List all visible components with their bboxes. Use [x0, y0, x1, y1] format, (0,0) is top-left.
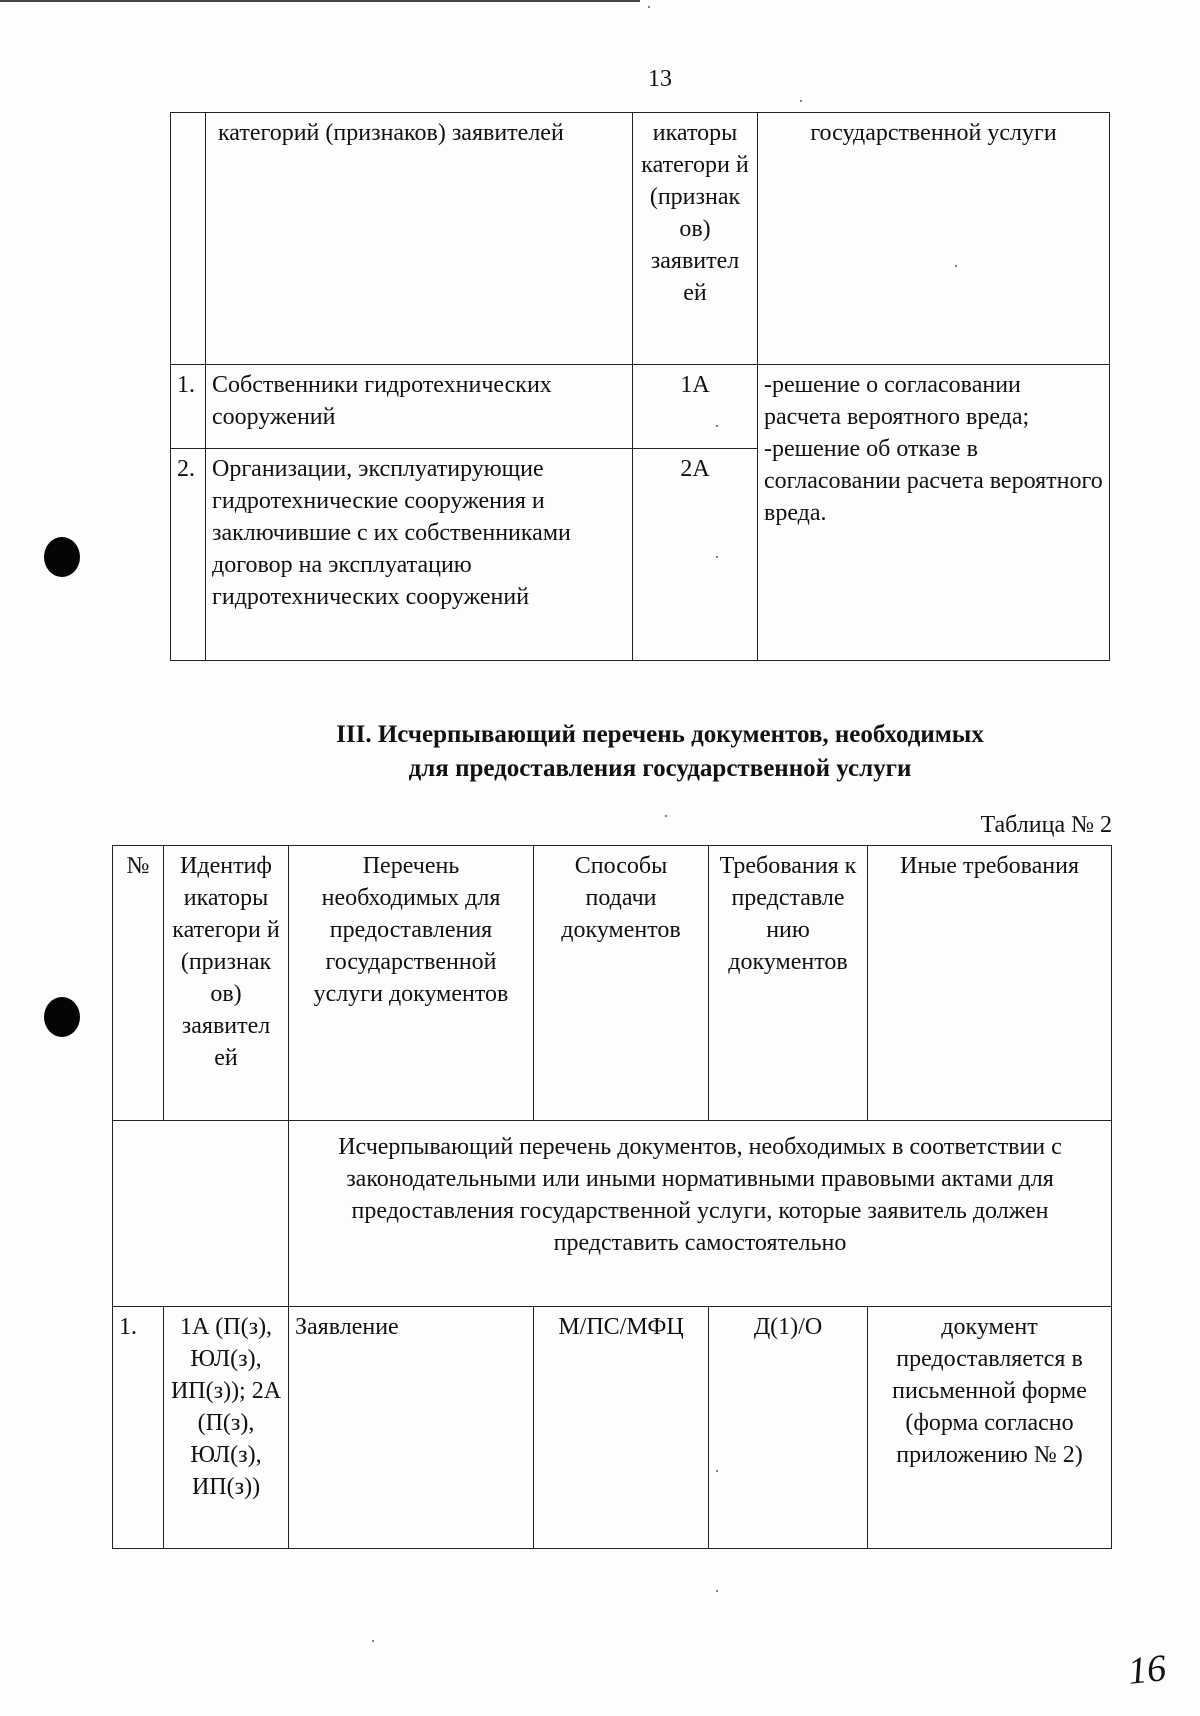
span-row-text: Исчерпывающий перечень документов, необходимых в соответствии с законодательными или иными нормативными правовыми актами для предоставления государственной услуги, которые заявитель должен представить самостоятельно	[289, 1121, 1112, 1307]
row-requirement: Д(1)/О	[709, 1307, 868, 1549]
scan-speck	[648, 6, 650, 8]
header-identifiers: Идентиф икаторы категори й (признак ов) заявител ей	[164, 846, 289, 1121]
table-categories-continued	[170, 112, 1110, 661]
row-code: 2А	[633, 449, 758, 661]
scan-speck	[372, 1640, 374, 1642]
page-number: 13	[648, 66, 672, 92]
table-row	[171, 365, 1110, 449]
table-cell	[171, 113, 206, 365]
header-num: №	[113, 846, 164, 1121]
header-documents: Перечень необходимых для предоставления государственной услуги документов	[289, 846, 534, 1121]
result-text-refusal: -решение об отказе в согласовании расчета вероятного вреда.	[764, 436, 1103, 526]
table-header-row	[113, 846, 1112, 1121]
scan-speck	[955, 265, 957, 267]
punch-hole-bottom	[44, 997, 80, 1037]
scan-speck	[716, 1590, 718, 1592]
row-category-name: Собственники гидротехнических сооружений	[206, 365, 633, 449]
scan-top-edge-line	[0, 0, 640, 2]
row-identifiers: 1А (П(з), ЮЛ(з), ИП(з)); 2А (П(з), ЮЛ(з), ИП(з))	[164, 1307, 289, 1549]
row-other: документ предоставляется в письменной форме (форма согласно приложению № 2)	[868, 1307, 1112, 1549]
header-categories: категорий (признаков) заявителей	[206, 113, 633, 365]
row-method: М/ПС/МФЦ	[534, 1307, 709, 1549]
empty-cell	[113, 1121, 289, 1307]
header-identifiers: икаторы категори й (признак ов) заявител ей	[633, 113, 758, 365]
header-result: государственной услуги	[758, 113, 1110, 365]
header-methods: Способы подачи документов	[534, 846, 709, 1121]
table-row	[113, 1307, 1112, 1549]
section-heading	[0, 718, 1200, 786]
table-documents	[112, 845, 1112, 1549]
row-number: 2.	[171, 449, 206, 661]
punch-hole-top	[44, 537, 80, 577]
scan-speck	[716, 425, 718, 427]
table-row	[113, 1121, 1112, 1307]
row-document: Заявление	[289, 1307, 534, 1549]
header-other: Иные требования	[868, 846, 1112, 1121]
scan-speck	[665, 815, 667, 817]
row-number: 1.	[113, 1307, 164, 1549]
table-caption: Таблица № 2	[980, 812, 1112, 838]
result-text-approval: -решение о согласовании расчета вероятного вреда;	[764, 372, 1030, 430]
heading-line-1: III. Исчерпывающий перечень документов, необходимых	[336, 721, 984, 748]
scan-speck	[716, 556, 718, 558]
handwritten-sheet-number: 16	[1125, 1647, 1169, 1693]
table-row	[171, 113, 1110, 365]
row-category-name: Организации, эксплуатирующие гидротехнические сооружения и заключившие с их собственниками договор на эксплуатацию гидротехнических сооружений	[206, 449, 633, 661]
header-requirements: Требования к представле нию документов	[709, 846, 868, 1121]
row-code: 1А	[633, 365, 758, 449]
row-number: 1.	[171, 365, 206, 449]
scan-speck	[800, 100, 802, 102]
scan-speck	[716, 1470, 718, 1472]
result-cell	[758, 365, 1110, 661]
heading-line-2: для предоставления государственной услуги	[408, 755, 912, 782]
